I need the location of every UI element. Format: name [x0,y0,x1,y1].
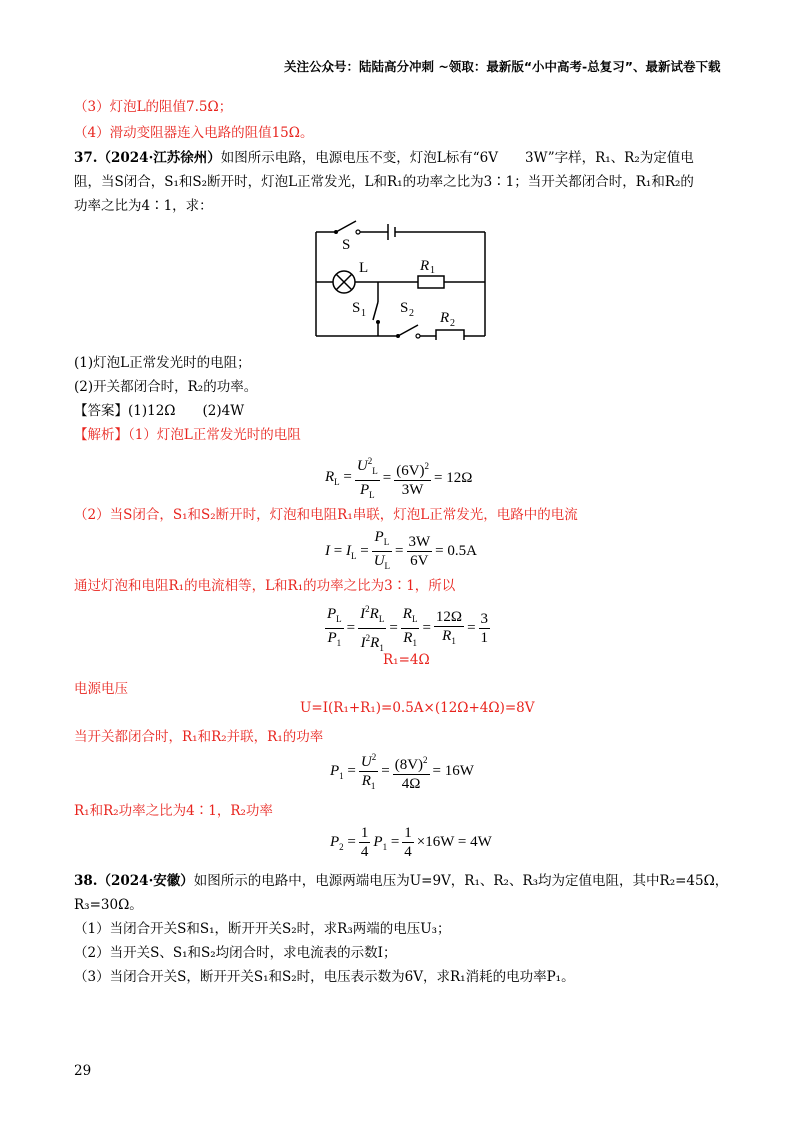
q38-number: 38. [74,873,98,889]
label-s2: S [400,300,409,316]
lamp-icon [333,271,355,293]
analysis-label: 【解析】 [74,427,128,443]
label-r2: R [440,310,450,326]
label-l: L [359,260,369,276]
q37-stem-line3: 功率之比为4∶1，求： [74,198,213,214]
label-s1-sub: 1 [361,308,366,319]
switch-s-pivot [334,230,338,234]
answer-text: (1)12Ω (2)4W [128,403,245,419]
label-r1-sub: 1 [430,265,435,276]
prev-answer-4: （4）滑动变阻器连入电路的阻值15Ω。 [74,125,314,141]
eq-rl: $R_L$ = $\frac{U^2_L}{P_L}$ = $\frac{(6V)^2}{3W}$ = 12Ω [325,452,472,504]
q37-circuit-diagram [300,212,500,340]
analysis-1-text: （1）灯泡L正常发光时的电阻 [128,427,301,443]
q37-number: 37. [74,150,98,166]
q38-source: （2024·安徽） [97,873,194,889]
page-header: 关注公众号：陆陆高分冲刺 ~领取：最新版“小中高考-总复习”、最新试卷下载 [284,59,721,74]
prev-answer-3: （3）灯泡L的阻值7.5Ω； [74,99,233,115]
q38-stem-line2: R₃=30Ω。 [74,897,143,913]
label-s: S [342,237,351,253]
eq-p1: $P_1$ = $\frac{U^2}{R_1}$ = $\frac{(8V)^2}{4\Omega}$ = 16W [330,748,474,795]
label-s2-sub: 2 [409,308,414,319]
q37-analysis-3: 通过灯泡和电阻R₁的电流相等，L和R₁的功率之比为3∶1，所以 [74,578,456,594]
q37-sub2: (2)开关都闭合时，R₂的功率。 [74,379,258,395]
q38-sub1: （1）当闭合开关S和S₁，断开开关S₂时，求R₃两端的电压U₃； [74,921,451,937]
q37-answer [74,399,244,419]
q38-stem-line1: 如图所示的电路中，电源两端电压为U=9V，R₁、R₂、R₃均为定值电阻，其中R₂=45Ω， [193,873,729,889]
q37-stem-line2: 阻，当S闭合，S₁和S₂断开时，灯泡L正常发光，L和R₁的功率之比为3∶1；当开关都闭合时，R₁和R₂的 [74,174,694,190]
eq-current: $I = I_L$ = $\frac{P_L}{U_L}$ = $\frac{3W}{6V}$ = 0.5A [325,529,477,571]
q37-analysis-2: （2）当S闭合，S₁和S₂断开时，灯泡和电阻R₁串联，灯泡L正常发光，电路中的电流 [74,507,578,523]
q38-sub3: （3）当闭合开关S，断开开关S₁和S₂时，电压表示数为6V，求R₁消耗的电功率P₁。 [74,969,575,985]
q38-sub2: （2）当开关S、S₁和S₂均闭合时，求电流表的示数I； [74,945,397,961]
q37-sub1: (1)灯泡L正常发光时的电阻； [74,355,251,371]
label-s1: S [352,300,361,316]
eq-ratio: $\frac{P_L}{P_1}$ = $\frac{I^2R_L}{I^2R_1}$ = $\frac{R_L}{R_1}$ = $\frac{12\Omega}{R_1}$ = $\frac{3}{1}$ [322,600,493,657]
q37-line1 [74,146,694,166]
answer-label: 【答案】 [74,403,128,419]
q38-line1 [74,869,728,889]
u-equation: U=I(R₁+R₁)=0.5A×(12Ω+4Ω)=8V [300,700,535,716]
ratio-line: R₁和R₂功率之比为4∶1，R₂功率 [74,803,273,819]
label-r1: R [420,258,430,274]
q37-source: （2024·江苏徐州） [97,150,221,166]
all-closed-text: 当开关都闭合时，R₁和R₂并联，R₁的功率 [74,729,324,745]
q37-stem-line1: 如图所示电路，电源电压不变，灯泡L标有“6V 3W”字样，R₁、R₂为定值电 [220,150,694,166]
page-number: 29 [74,1063,92,1079]
resistor-r1 [418,276,444,288]
eq-p2: $P_2$ = $\frac{1}{4}$ $P_1$ = $\frac{1}{4}$ ×16W = 4W [330,825,492,860]
label-r2-sub: 2 [450,318,455,329]
q37-analysis-1 [74,423,301,443]
r1-result: R₁=4Ω [383,652,430,668]
source-voltage-label: 电源电压 [74,681,128,697]
resistor-r2 [436,330,464,340]
